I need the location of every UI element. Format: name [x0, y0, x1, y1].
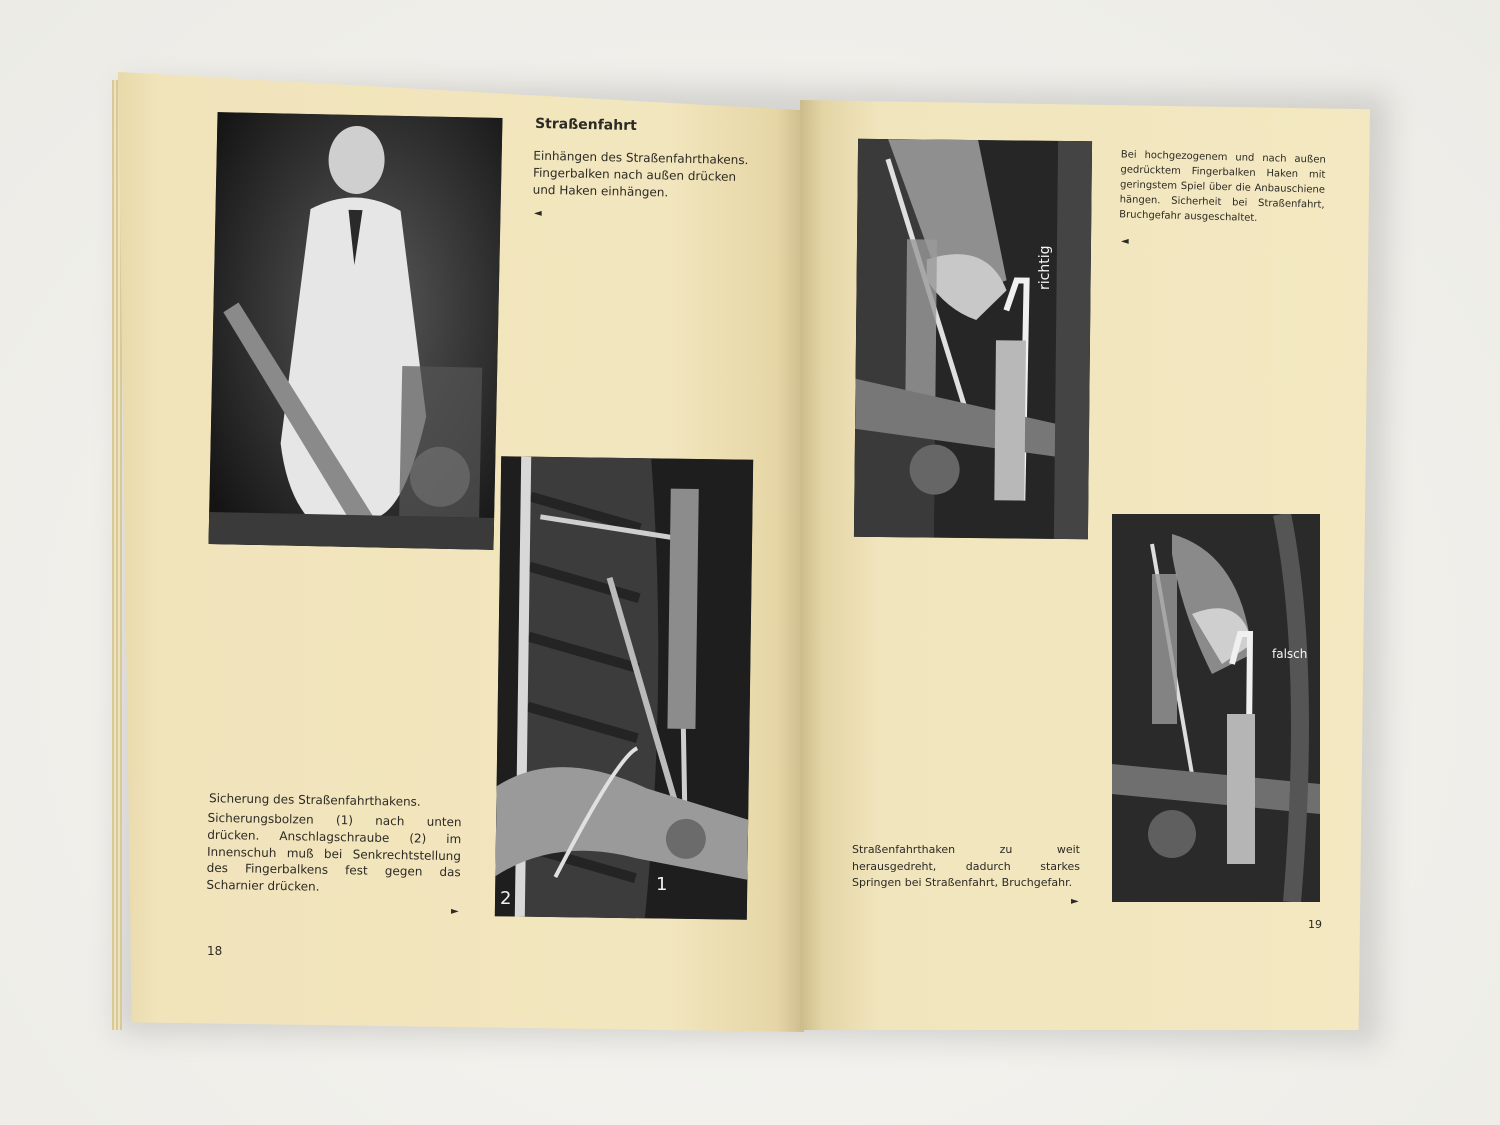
- page-number-right: 19: [1308, 918, 1322, 931]
- hook-text: Einhängen des Straßenfahrthakens. Fingerbalken nach außen drücken und Haken einhängen.: [532, 148, 749, 200]
- photo-wrong-graphic: [1112, 514, 1320, 902]
- label-correct: richtig: [1037, 245, 1053, 290]
- label-wrong: falsch: [1272, 647, 1308, 661]
- photo-correct-graphic: [854, 139, 1092, 539]
- hook-arrow: ◄: [534, 208, 542, 219]
- correct-arrow: ◄: [1121, 236, 1129, 247]
- wrong-text: Straßenfahrthaken zu weit herausgedreht, dadurch starkes Springen bei Straßenfahrt, Bruchgefahr.: [852, 843, 1080, 889]
- photo-hook-wrong: [1112, 514, 1320, 902]
- photo-hook-correct: [854, 139, 1092, 539]
- photo-label-one: 1: [656, 874, 668, 895]
- correct-text: Bei hochgezogenem und nach außen gedrücktem Fingerbalken Haken mit geringstem Spiel über die Anbauschiene hängen. Sicherheit bei Straßenfahrt, Bruchgefahr ausgeschaltet.: [1119, 149, 1326, 224]
- securing-text: Sicherungsbolzen (1) nach unten drücken. Anschlagschraube (2) im Innenschuh muß bei Senkrechtstellung des Fingerbalkens fest gegen das Scharnier drücken.: [206, 810, 462, 894]
- page-number-left: 18: [207, 944, 223, 958]
- photo-tire-graphic: [495, 456, 753, 919]
- photo-man-graphic: [209, 112, 503, 550]
- securing-title: Sicherung des Straßenfahrthakens.: [208, 791, 421, 809]
- photo-label-two: 2: [500, 888, 512, 909]
- left-heading: Straßenfahrt: [534, 115, 637, 135]
- wrong-arrow: ►: [1071, 896, 1079, 907]
- securing-arrow: ►: [451, 906, 459, 917]
- photo-man-with-mower: [209, 112, 503, 550]
- photo-tire-hook-closeup: [495, 456, 753, 919]
